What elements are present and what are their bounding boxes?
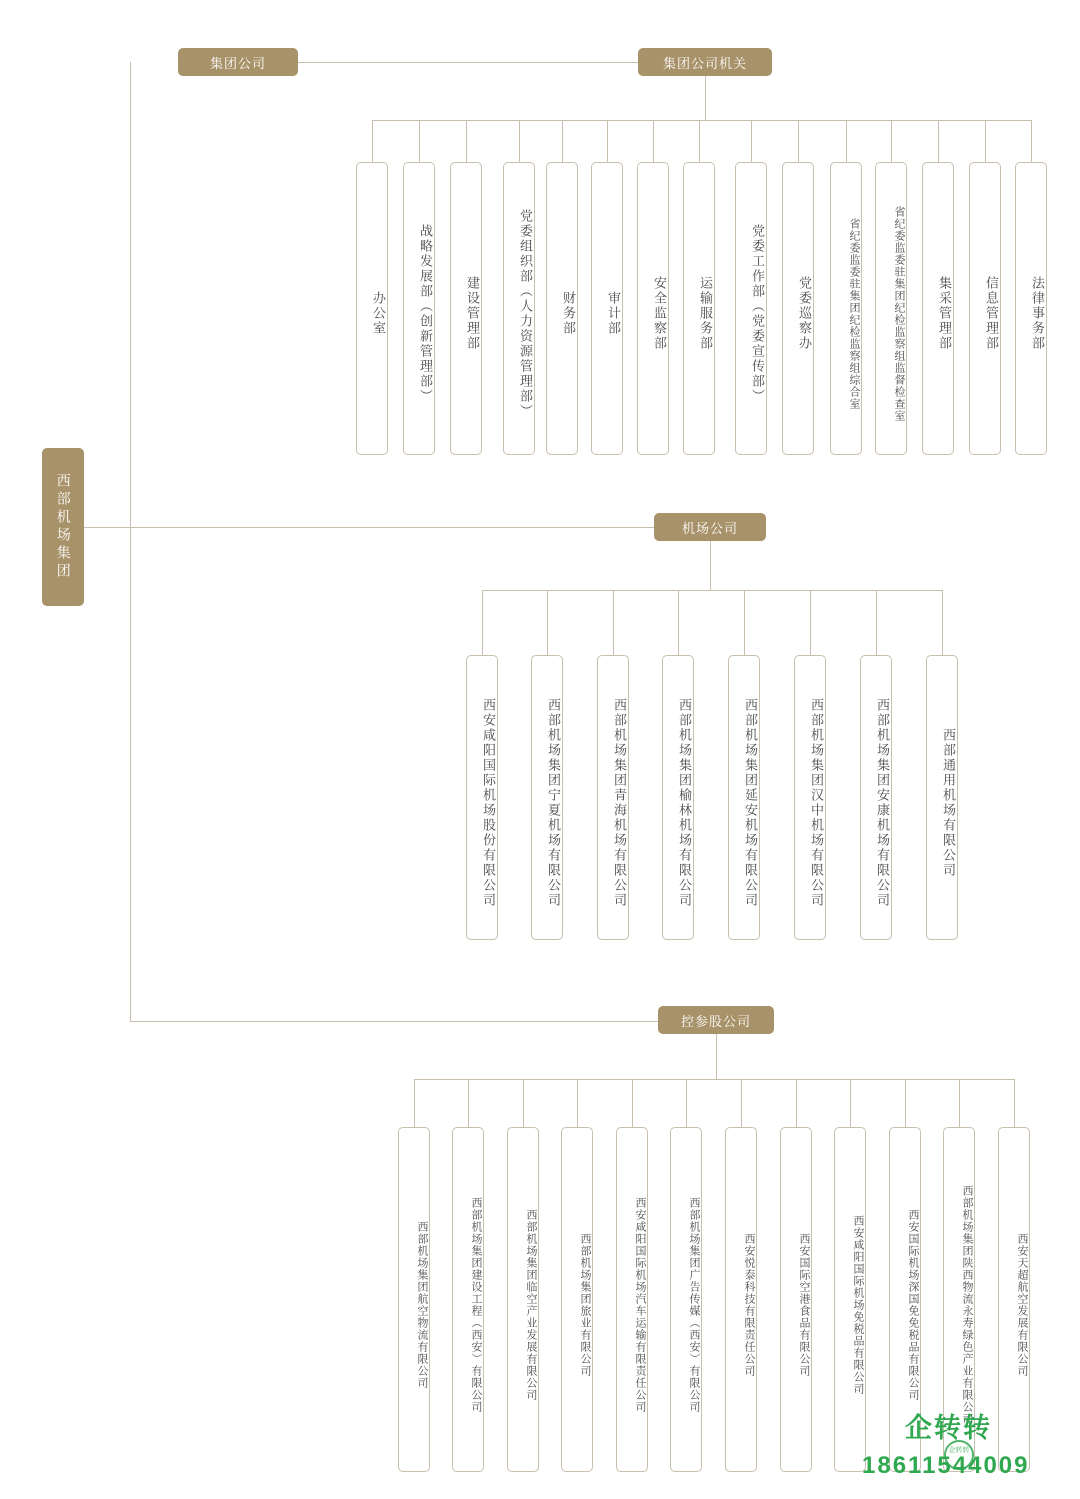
- line-root-to-airport: [130, 527, 654, 528]
- airport-company-card[interactable]: 西部机场集团安康机场有限公司: [860, 655, 892, 940]
- dept-card[interactable]: 安全监察部: [637, 162, 669, 455]
- holding-company-card[interactable]: 西部机场集团建设工程（西安）有限公司: [452, 1127, 484, 1472]
- dept-card[interactable]: 党委组织部（人力资源管理部）: [503, 162, 535, 455]
- dept-card[interactable]: 集采管理部: [922, 162, 954, 455]
- dept-stem: [466, 120, 467, 162]
- dept-stem: [607, 120, 608, 162]
- airport-company-card[interactable]: 西部机场集团宁夏机场有限公司: [531, 655, 563, 940]
- line-group-to-organs: [298, 62, 638, 63]
- dept-stem: [519, 120, 520, 162]
- airport-stem: [678, 590, 679, 655]
- holding-stem: [468, 1079, 469, 1127]
- airport-stem: [482, 590, 483, 655]
- airport-company-card[interactable]: 西安咸阳国际机场股份有限公司: [466, 655, 498, 940]
- airport-company-card[interactable]: 西部机场集团延安机场有限公司: [728, 655, 760, 940]
- node-airport-company[interactable]: 机场公司: [654, 513, 766, 541]
- airport-drop: [710, 541, 711, 590]
- dept-stem: [938, 120, 939, 162]
- dept-card[interactable]: 省纪委监委驻集团纪检监察组监督检查室: [875, 162, 907, 455]
- airport-stem: [613, 590, 614, 655]
- airport-company-card[interactable]: 西部通用机场有限公司: [926, 655, 958, 940]
- dept-card[interactable]: 审计部: [591, 162, 623, 455]
- dept-card[interactable]: 建设管理部: [450, 162, 482, 455]
- dept-stem: [985, 120, 986, 162]
- holding-stem: [959, 1079, 960, 1127]
- holding-stem: [850, 1079, 851, 1127]
- root-node[interactable]: 西部机场集团: [42, 448, 84, 606]
- dept-card[interactable]: 党委工作部（党委宣传部）: [735, 162, 767, 455]
- airport-stem: [547, 590, 548, 655]
- holding-company-card[interactable]: 西安天超航空发展有限公司: [998, 1127, 1030, 1472]
- watermark-stamp-icon: 企转转: [944, 1440, 974, 1470]
- holding-company-card[interactable]: 西部机场集团旅业有限公司: [561, 1127, 593, 1472]
- holding-company-card[interactable]: 西部机场集团临空产业发展有限公司: [507, 1127, 539, 1472]
- holding-company-card[interactable]: 西部机场集团航空物流有限公司: [398, 1127, 430, 1472]
- airport-stem: [876, 590, 877, 655]
- dept-stem: [419, 120, 420, 162]
- node-holding-company[interactable]: 控参股公司: [658, 1006, 774, 1034]
- root-connector: [84, 527, 130, 528]
- holding-stem: [523, 1079, 524, 1127]
- holding-company-card[interactable]: 西安咸阳国际机场免税品有限公司: [834, 1127, 866, 1472]
- airport-bus: [482, 590, 942, 591]
- watermark-phone: 18611544009: [862, 1452, 1030, 1479]
- dept-stem: [653, 120, 654, 162]
- dept-stem: [372, 120, 373, 162]
- holding-stem: [577, 1079, 578, 1127]
- holding-stem: [686, 1079, 687, 1127]
- departments-bus: [372, 120, 1032, 121]
- airport-company-card[interactable]: 西部机场集团青海机场有限公司: [597, 655, 629, 940]
- holding-stem: [741, 1079, 742, 1127]
- holding-company-card[interactable]: 西安国际机场深国免免税品有限公司: [889, 1127, 921, 1472]
- holding-company-card[interactable]: 西部机场集团陕西物流永寿绿色产业有限公司: [943, 1127, 975, 1472]
- airport-company-card[interactable]: 西部机场集团汉中机场有限公司: [794, 655, 826, 940]
- dept-stem: [699, 120, 700, 162]
- holding-bus: [414, 1079, 1014, 1080]
- holding-stem: [1014, 1079, 1015, 1127]
- dept-card[interactable]: 战略发展部（创新管理部）: [403, 162, 435, 455]
- watermark-brand: 企转转: [905, 1413, 992, 1443]
- node-group-company-organs[interactable]: 集团公司机关: [638, 48, 772, 76]
- holding-stem: [632, 1079, 633, 1127]
- dept-stem: [846, 120, 847, 162]
- holding-company-card[interactable]: 西安悦泰科技有限责任公司: [725, 1127, 757, 1472]
- dept-card[interactable]: 党委巡察办: [782, 162, 814, 455]
- holding-stem: [796, 1079, 797, 1127]
- dept-stem: [798, 120, 799, 162]
- dept-card[interactable]: 省纪委监委驻集团纪检监察组综合室: [830, 162, 862, 455]
- node-group-company[interactable]: 集团公司: [178, 48, 298, 76]
- holding-stem: [905, 1079, 906, 1127]
- airport-stem: [744, 590, 745, 655]
- dept-stem: [891, 120, 892, 162]
- holding-company-card[interactable]: 西安国际空港食品有限公司: [780, 1127, 812, 1472]
- dept-stem: [751, 120, 752, 162]
- airport-stem: [810, 590, 811, 655]
- dept-card[interactable]: 办公室: [356, 162, 388, 455]
- airport-stem: [942, 590, 943, 655]
- root-spine: [130, 62, 131, 1022]
- airport-company-card[interactable]: 西部机场集团榆林机场有限公司: [662, 655, 694, 940]
- holding-company-card[interactable]: 西部机场集团广告传媒（西安）有限公司: [670, 1127, 702, 1472]
- holding-drop: [716, 1034, 717, 1079]
- dept-stem: [562, 120, 563, 162]
- line-root-to-holding: [130, 1021, 658, 1022]
- dept-card[interactable]: 财务部: [546, 162, 578, 455]
- organs-drop: [705, 76, 706, 120]
- dept-card[interactable]: 运输服务部: [683, 162, 715, 455]
- holding-stem: [414, 1079, 415, 1127]
- holding-company-card[interactable]: 西安咸阳国际机场汽车运输有限责任公司: [616, 1127, 648, 1472]
- dept-stem: [1031, 120, 1032, 162]
- dept-card[interactable]: 法律事务部: [1015, 162, 1047, 455]
- dept-card[interactable]: 信息管理部: [969, 162, 1001, 455]
